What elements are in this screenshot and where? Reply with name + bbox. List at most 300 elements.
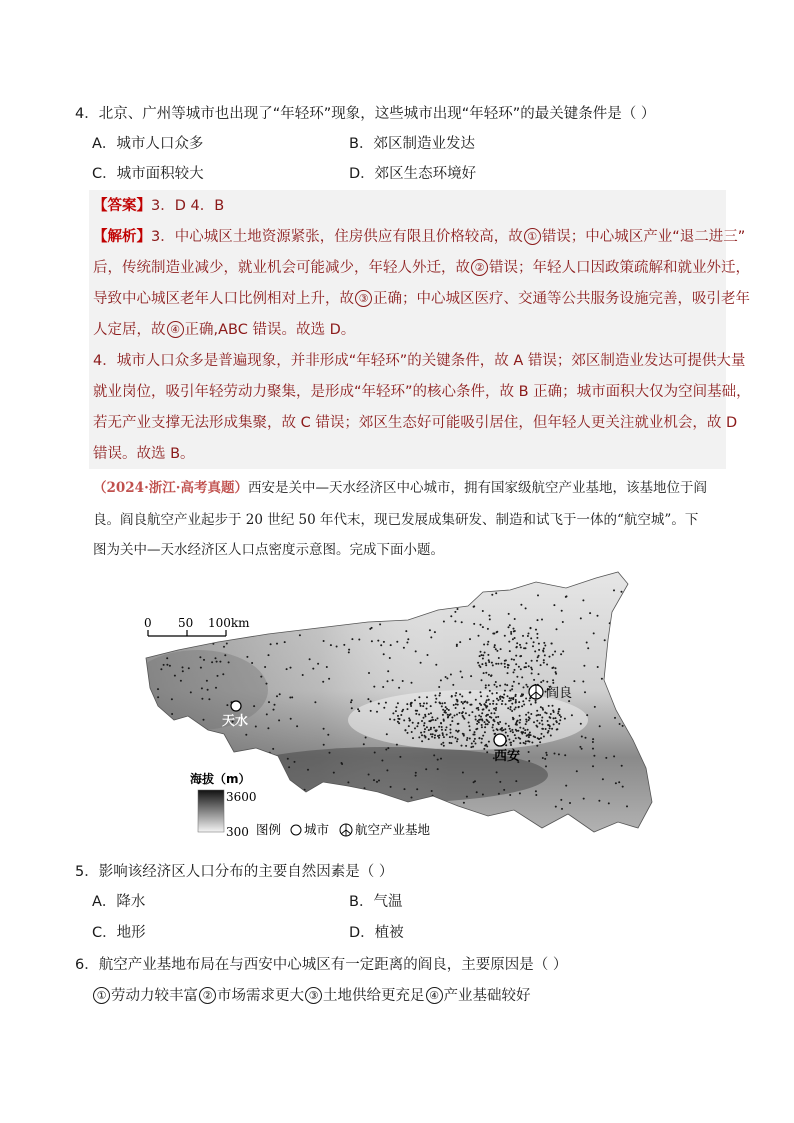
population-dot <box>502 729 504 731</box>
population-dot <box>565 596 567 598</box>
analysis-line-4 <box>93 320 355 340</box>
population-dot <box>514 734 516 736</box>
population-dot <box>430 636 432 638</box>
population-dot <box>424 737 426 739</box>
population-dot <box>601 678 603 680</box>
population-dot <box>525 698 527 700</box>
population-dot <box>480 651 482 653</box>
population-dot <box>497 729 499 731</box>
population-dot <box>381 760 383 762</box>
population-dot <box>465 745 467 747</box>
population-dot <box>511 685 513 687</box>
population-dot <box>215 687 217 689</box>
population-dot <box>494 644 496 646</box>
population-dot <box>471 591 473 593</box>
population-dot <box>358 639 360 641</box>
population-dot <box>445 706 447 708</box>
analysis-line-3 <box>93 289 750 309</box>
population-dot <box>411 797 413 799</box>
population-dot <box>472 734 474 736</box>
population-dot <box>555 717 557 719</box>
population-dot <box>370 710 372 712</box>
population-dot <box>449 714 451 716</box>
population-dot <box>538 649 540 651</box>
population-dot <box>535 790 537 792</box>
population-dot <box>435 719 437 721</box>
population-dot <box>511 697 513 699</box>
population-dot <box>393 610 395 612</box>
population-dot <box>414 727 416 729</box>
analysis-line-2 <box>93 258 750 278</box>
population-dot <box>411 682 413 684</box>
population-dot <box>505 732 507 734</box>
population-dot <box>509 794 511 796</box>
population-dot <box>447 714 449 716</box>
population-dot <box>455 692 457 694</box>
elevation-legend <box>190 771 257 838</box>
population-dot <box>581 748 583 750</box>
population-dot <box>489 716 491 718</box>
population-dot <box>523 647 525 649</box>
population-dot <box>418 714 420 716</box>
population-dot <box>351 707 353 709</box>
population-dot <box>533 721 535 723</box>
population-dot <box>217 764 219 766</box>
population-dot <box>485 701 487 703</box>
population-dot <box>426 726 428 728</box>
base-label-yanliang: 阎良 <box>546 686 573 701</box>
population-dot <box>434 737 436 739</box>
scale-label-100: 100km <box>208 616 250 630</box>
population-dot <box>446 708 448 710</box>
population-dot <box>419 807 421 809</box>
context-line-2: 良。阎良航空产业起步于 20 世纪 50 年代末，现已发展成集研发、制造和试飞于一体的“航空城”。下 <box>93 512 699 528</box>
population-dot <box>453 704 455 706</box>
population-dot <box>543 648 545 650</box>
population-dot <box>483 644 485 646</box>
population-dot <box>222 673 224 675</box>
population-dot <box>476 791 478 793</box>
analysis-q4-line-1: 4．城市人口众多是普遍现象，并非形成“年轻环”的关键条件，故 A 错误；郊区制造业发达可提供大量 <box>93 353 746 369</box>
population-dot <box>426 702 428 704</box>
population-dot <box>521 705 523 707</box>
population-dot <box>221 748 223 750</box>
population-dot <box>481 679 483 681</box>
population-dot <box>555 671 557 673</box>
population-dot <box>483 703 485 705</box>
population-dot <box>450 724 452 726</box>
population-dot <box>535 702 537 704</box>
population-dot <box>524 729 526 731</box>
population-dot <box>452 603 454 605</box>
population-dot <box>302 674 304 676</box>
population-dot <box>166 664 168 666</box>
q6-choice-3: 土地供给更充足 <box>323 988 425 1004</box>
population-dot <box>432 719 434 721</box>
population-dot <box>298 616 300 618</box>
population-dot <box>523 704 525 706</box>
population-dot <box>487 628 489 630</box>
population-dot <box>507 672 509 674</box>
population-dot <box>348 649 350 651</box>
population-dot <box>201 698 203 700</box>
analysis-text: 3．中心城区土地资源紧张，住房供应有限且价格较高，故 <box>151 229 523 245</box>
population-dot <box>218 749 220 751</box>
population-dot <box>481 720 483 722</box>
population-dot <box>308 602 310 604</box>
population-dot <box>267 727 269 729</box>
population-dot <box>482 626 484 628</box>
population-dot <box>514 637 516 639</box>
population-dot <box>473 605 475 607</box>
population-dot <box>385 749 387 751</box>
population-dot <box>164 643 166 645</box>
population-dot <box>373 686 375 688</box>
population-dot <box>182 670 184 672</box>
population-dot <box>503 694 505 696</box>
population-dot <box>348 651 350 653</box>
population-dot <box>538 673 540 675</box>
population-dot <box>468 722 470 724</box>
population-dot <box>518 737 520 739</box>
population-dot <box>376 781 378 783</box>
population-dot <box>377 590 379 592</box>
population-dot <box>480 624 482 626</box>
population-dot <box>628 691 630 693</box>
population-dot <box>545 728 547 730</box>
population-dot <box>508 626 510 628</box>
population-dot <box>633 683 635 685</box>
population-dot <box>479 737 481 739</box>
population-dot <box>266 713 268 715</box>
population-dot <box>442 734 444 736</box>
population-dot <box>516 646 518 648</box>
population-dot <box>416 788 418 790</box>
population-dot <box>492 724 494 726</box>
population-dot <box>559 719 561 721</box>
population-dot <box>542 723 544 725</box>
population-dot <box>530 713 532 715</box>
legend-title: 图例 <box>256 822 282 837</box>
population-dot <box>457 731 459 733</box>
population-dot <box>558 708 560 710</box>
population-dot <box>552 679 554 681</box>
population-dot <box>481 738 483 740</box>
city-label-tianshui: 天水 <box>222 714 249 729</box>
population-dot <box>307 792 309 794</box>
population-dot <box>482 794 484 796</box>
population-dot <box>377 640 379 642</box>
population-dot <box>424 728 426 730</box>
population-dot <box>444 711 446 713</box>
population-dot <box>424 735 426 737</box>
population-dot <box>618 702 620 704</box>
population-dot <box>238 597 240 599</box>
population-dot <box>191 638 193 640</box>
population-dot <box>529 732 531 734</box>
population-dot <box>418 696 420 698</box>
q6-choice-1: 劳动力较丰富 <box>111 988 198 1004</box>
population-dot <box>439 801 441 803</box>
population-dot <box>419 703 421 705</box>
population-dot <box>470 746 472 748</box>
population-dot <box>488 709 490 711</box>
population-dot <box>478 719 480 721</box>
population-dot <box>400 714 402 716</box>
context-line-1 <box>93 478 707 498</box>
population-dot <box>386 733 388 735</box>
scale-label-0: 0 <box>144 616 152 630</box>
population-dot <box>497 663 499 665</box>
population-dot <box>432 733 434 735</box>
population-dot <box>418 736 420 738</box>
population-dot <box>379 623 381 625</box>
population-dot <box>368 774 370 776</box>
population-dot <box>509 728 511 730</box>
population-dot <box>507 695 509 697</box>
population-dot <box>441 743 443 745</box>
population-dot <box>482 735 484 737</box>
population-dot <box>430 733 432 735</box>
population-dot <box>536 710 538 712</box>
population-dot <box>485 664 487 666</box>
population-dot <box>286 668 288 670</box>
population-dot <box>583 665 585 667</box>
population-dot <box>287 758 289 760</box>
population-dot <box>226 704 228 706</box>
population-dot <box>466 702 468 704</box>
population-dot <box>492 700 494 702</box>
population-dot <box>495 592 497 594</box>
population-dot <box>542 650 544 652</box>
population-dot <box>524 743 526 745</box>
population-dot <box>539 741 541 743</box>
legend-base: 航空产业基地 <box>355 822 431 837</box>
population-dot <box>612 662 614 664</box>
circled-number: ① <box>93 987 110 1004</box>
population-dot <box>487 641 489 643</box>
population-dot <box>530 703 532 705</box>
population-dot <box>367 698 369 700</box>
population-dot <box>291 696 293 698</box>
population-dot <box>299 634 301 636</box>
population-dot <box>476 590 478 592</box>
population-dot <box>203 659 205 661</box>
population-dot <box>547 720 549 722</box>
population-dot <box>211 661 213 663</box>
population-dot <box>450 674 452 676</box>
population-dot <box>423 725 425 727</box>
population-dot <box>322 681 324 683</box>
population-dot <box>471 711 473 713</box>
population-dot <box>171 721 173 723</box>
population-dot <box>510 706 512 708</box>
circled-number: ④ <box>426 987 443 1004</box>
population-dot <box>368 606 370 608</box>
population-dot <box>300 798 302 800</box>
population-dot <box>415 713 417 715</box>
population-dot <box>171 713 173 715</box>
population-dot <box>159 716 161 718</box>
population-dot <box>290 667 292 669</box>
population-dot <box>509 690 511 692</box>
population-dot <box>496 698 498 700</box>
population-dot <box>514 695 516 697</box>
population-dot <box>392 679 394 681</box>
population-dot <box>495 709 497 711</box>
population-dot <box>451 720 453 722</box>
population-dot <box>272 798 274 800</box>
population-dot <box>412 737 414 739</box>
population-dot <box>452 684 454 686</box>
population-dot <box>245 734 247 736</box>
population-dot <box>477 662 479 664</box>
population-dot <box>298 809 300 811</box>
population-dot <box>491 594 493 596</box>
population-dot <box>397 715 399 717</box>
population-dot <box>559 714 561 716</box>
population-dot <box>389 718 391 720</box>
population-dot <box>405 729 407 731</box>
population-dot <box>542 709 544 711</box>
population-dot <box>430 712 432 714</box>
population-dot <box>197 604 199 606</box>
population-dot <box>165 762 167 764</box>
population-dot <box>522 731 524 733</box>
population-dot <box>472 746 474 748</box>
population-dot <box>538 643 540 645</box>
population-dot <box>215 787 217 789</box>
population-dot <box>519 722 521 724</box>
population-dot <box>444 702 446 704</box>
population-dot <box>551 667 553 669</box>
population-dot <box>483 708 485 710</box>
population-dot <box>533 679 535 681</box>
population-dot <box>513 718 515 720</box>
q4-option-b: B．郊区制造业发达 <box>349 136 475 152</box>
population-dot <box>597 615 599 617</box>
population-dot <box>499 698 501 700</box>
population-dot <box>519 715 521 717</box>
population-dot <box>449 729 451 731</box>
population-dot <box>528 741 530 743</box>
population-dot <box>536 726 538 728</box>
population-dot <box>486 751 488 753</box>
population-dot <box>593 632 595 634</box>
population-dot <box>270 789 272 791</box>
population-dot <box>288 800 290 802</box>
population-dot <box>613 755 615 757</box>
population-dot <box>544 712 546 714</box>
population-dot <box>403 719 405 721</box>
population-dot <box>205 760 207 762</box>
population-dot <box>520 646 522 648</box>
population-dot <box>542 757 544 759</box>
population-dot <box>555 667 557 669</box>
population-dot <box>474 738 476 740</box>
population-dot <box>478 590 480 592</box>
population-dot <box>530 667 532 669</box>
population-dot <box>520 668 522 670</box>
population-dot <box>167 777 169 779</box>
population-dot <box>484 731 486 733</box>
analysis-text: 错误；年轻人口因政策疏解和就业外迁， <box>489 260 750 276</box>
population-dot <box>518 666 520 668</box>
population-dot <box>393 719 395 721</box>
population-dot <box>434 734 436 736</box>
population-dot <box>448 709 450 711</box>
population-dot <box>553 604 555 606</box>
population-dot <box>509 697 511 699</box>
population-dot <box>615 782 617 784</box>
population-dot <box>525 662 527 664</box>
population-dot <box>507 707 509 709</box>
population-dot <box>294 761 296 763</box>
population-dot <box>556 728 558 730</box>
population-dot <box>284 602 286 604</box>
population-dot <box>547 724 549 726</box>
population-dot <box>496 692 498 694</box>
population-dot <box>465 712 467 714</box>
population-dot <box>388 591 390 593</box>
population-dot <box>363 604 365 606</box>
population-dot <box>454 620 456 622</box>
population-dot <box>326 666 328 668</box>
population-dot <box>178 762 180 764</box>
population-dot <box>325 783 327 785</box>
population-dot <box>511 703 513 705</box>
answer-line <box>93 196 224 216</box>
population-dot <box>383 797 385 799</box>
population-dot <box>624 652 626 654</box>
population-dot <box>536 633 538 635</box>
population-dot <box>421 720 423 722</box>
population-dot <box>558 753 560 755</box>
population-dot <box>533 641 535 643</box>
population-dot <box>582 681 584 683</box>
population-dot <box>195 793 197 795</box>
population-dot <box>511 688 513 690</box>
population-dot <box>374 752 376 754</box>
population-dot <box>555 720 557 722</box>
population-dot <box>378 793 380 795</box>
population-dot <box>497 699 499 701</box>
population-dot <box>496 771 498 773</box>
population-dot <box>473 740 475 742</box>
population-dot <box>407 638 409 640</box>
population-dot <box>528 736 530 738</box>
population-dot <box>466 737 468 739</box>
population-dot <box>504 690 506 692</box>
population-dot <box>323 728 325 730</box>
population-dot <box>608 802 610 804</box>
population-dot <box>534 650 536 652</box>
population-dot <box>383 653 385 655</box>
population-dot <box>166 629 168 631</box>
population-dot <box>440 604 442 606</box>
population-dot <box>406 703 408 705</box>
analysis-text: 后，传统制造业减少，就业机会可能减少，年轻人外迁，故 <box>93 260 470 276</box>
population-dot <box>441 705 443 707</box>
population-dot <box>485 723 487 725</box>
population-dot <box>266 683 268 685</box>
q5-option-b: B．气温 <box>349 894 403 910</box>
population-dot <box>478 709 480 711</box>
population-dot <box>428 738 430 740</box>
population-dot <box>542 680 544 682</box>
population-dot <box>475 743 477 745</box>
population-dot <box>327 734 329 736</box>
